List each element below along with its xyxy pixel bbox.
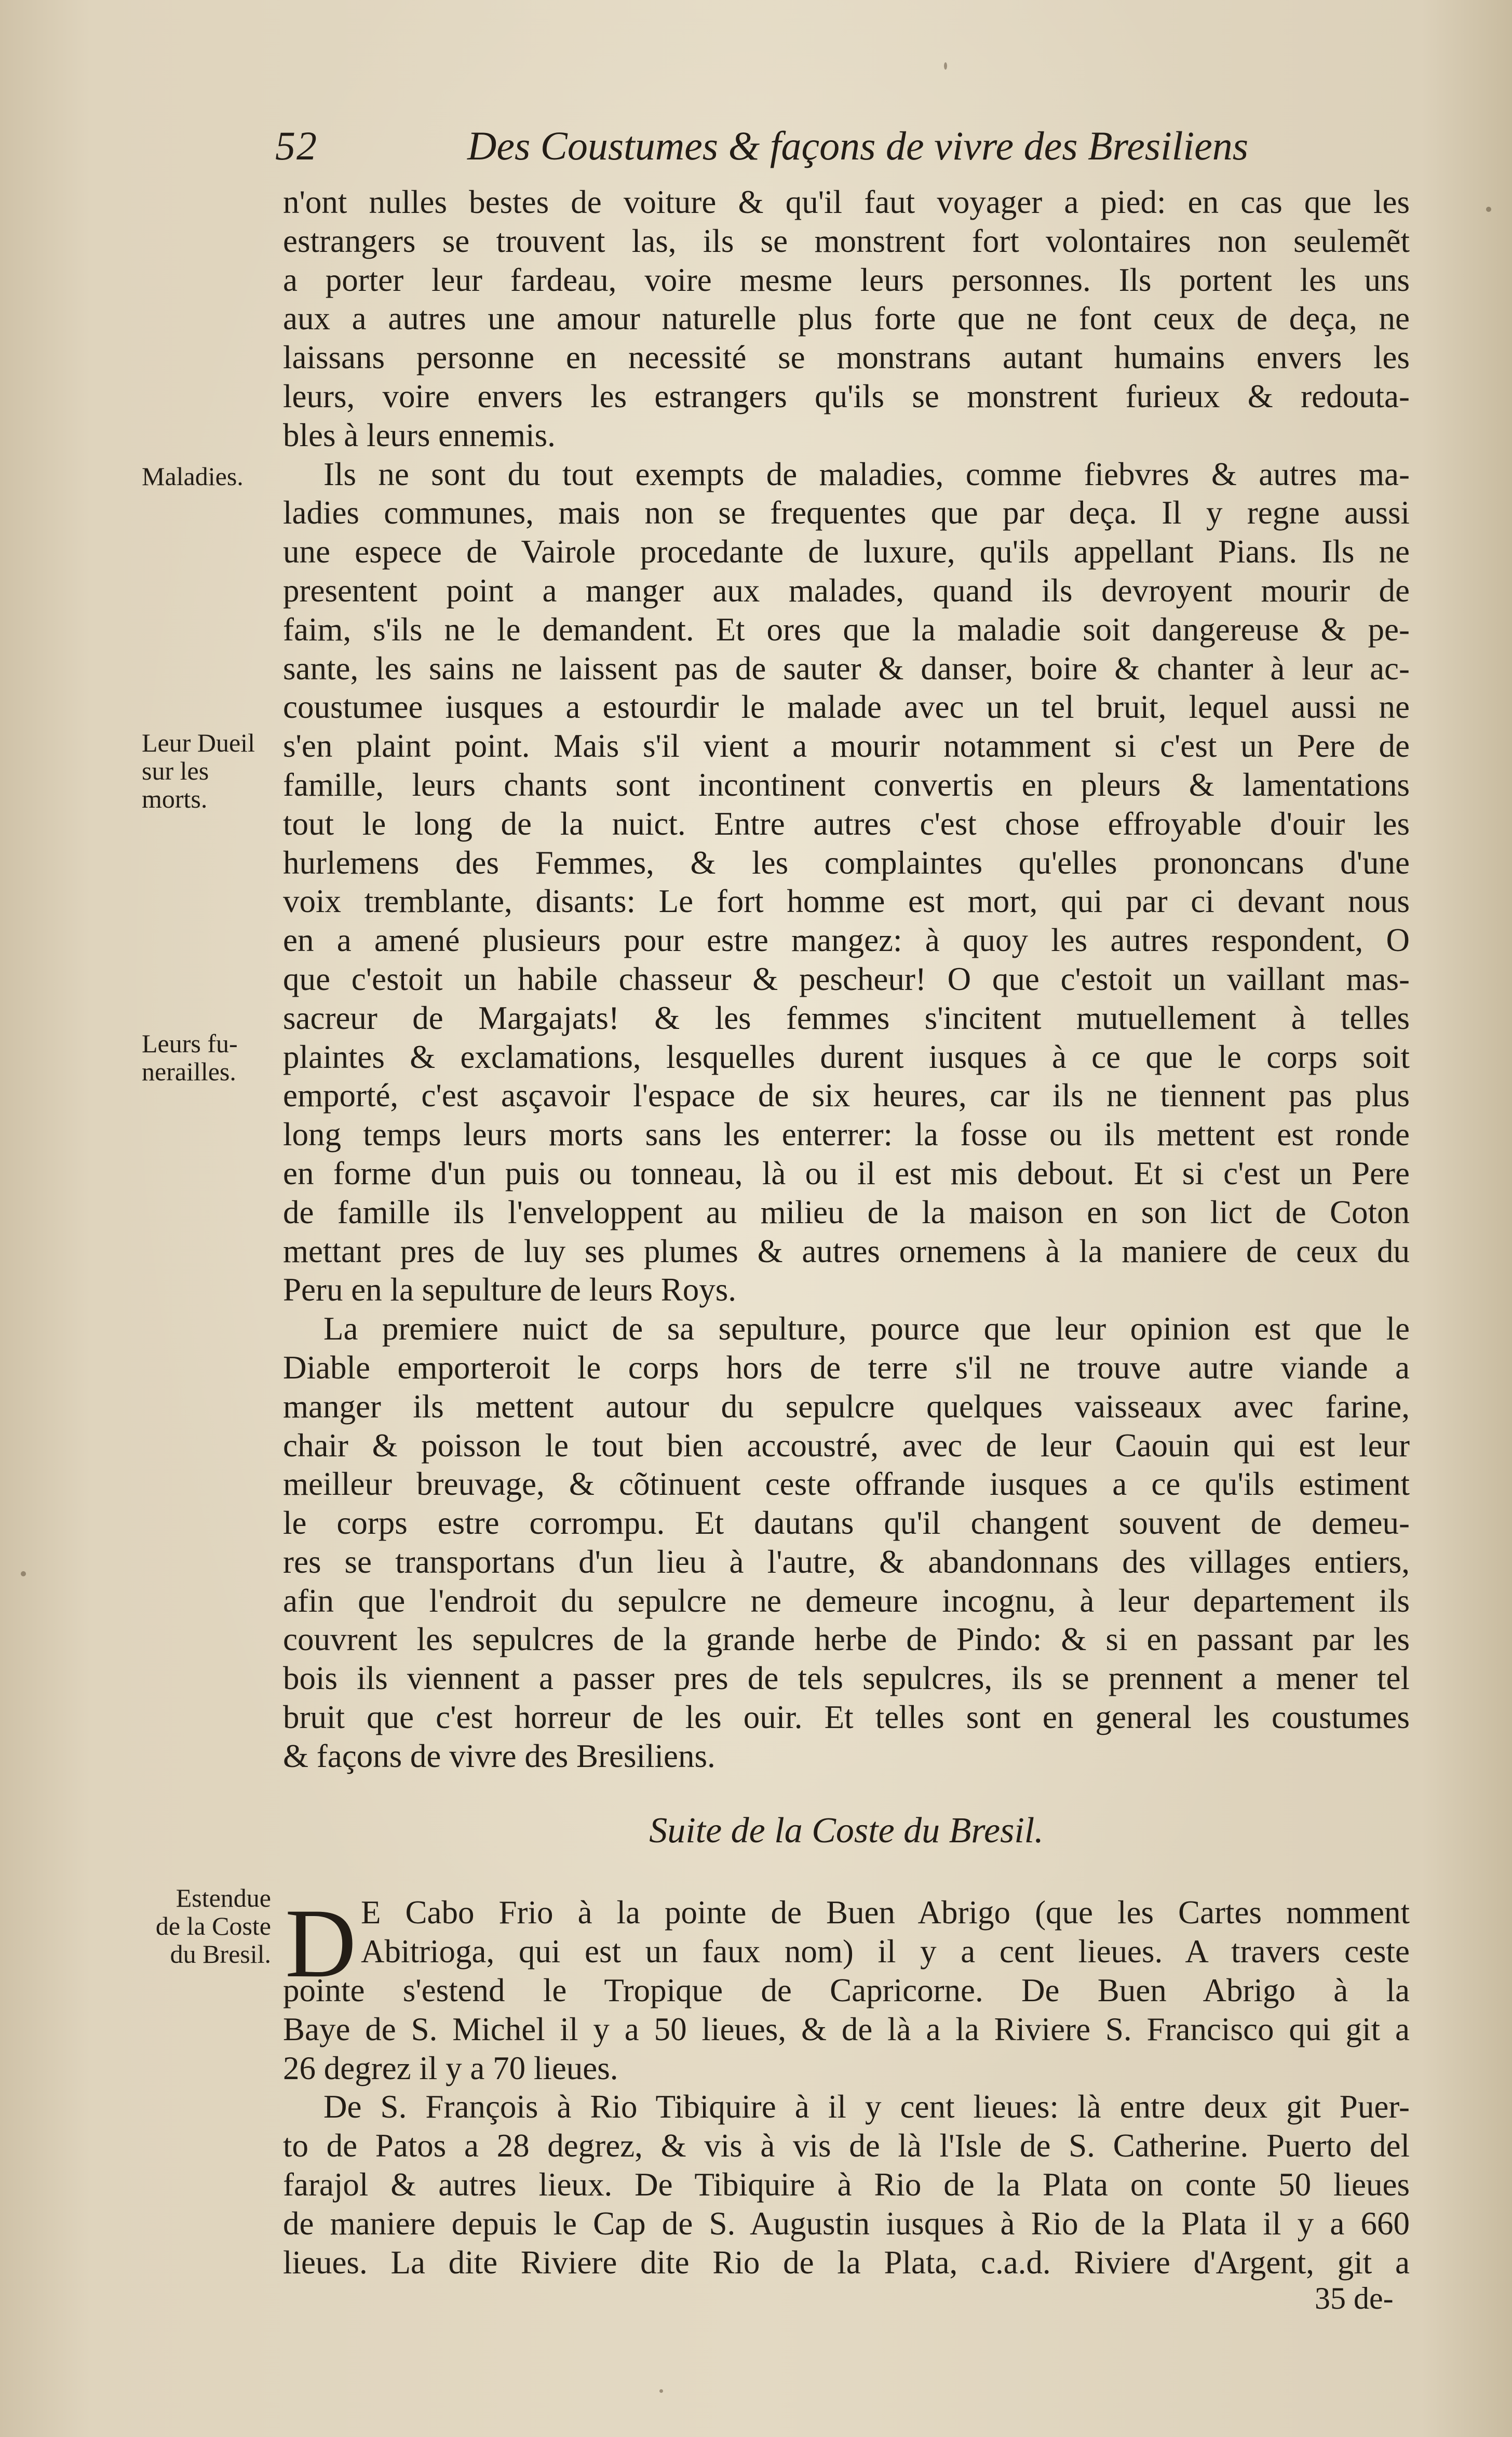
text-line: farajol & autres lieux. De Tibiquire à Rio de la Plata on conte 50 lieues: [283, 2166, 1410, 2203]
text-line: estrangers se trouvent las, ils se monstrent fort volontaires non seulemẽt: [283, 222, 1410, 259]
margin-note-line: du Bresil.: [170, 1939, 271, 1969]
text-line: Diable emporteroit le corps hors de terre s'il ne trouve autre viande a: [283, 1349, 1410, 1386]
margin-note-line: Leur Dueil: [142, 728, 255, 757]
text-line: Ils ne sont du tout exempts de maladies, comme fiebvres & autres ma-: [323, 456, 1410, 492]
section-title: Suite de la Coste du Bresil.: [649, 1811, 1044, 1851]
text-line: pointe s'estend le Tropique de Capricorne. De Buen Abrigo à la: [283, 1972, 1410, 2008]
text-line: tout le long de la nuict. Entre autres c'est chose effroyable d'ouir les: [283, 805, 1410, 842]
page-header: [275, 117, 1249, 180]
paper-speck: [1486, 207, 1491, 212]
text-line: couvrent les sepulcres de la grande herbe de Pindo: & si en passant par les: [283, 1621, 1410, 1658]
text-line: famille, leurs chants sont incontinent convertis en pleurs & lamentations: [283, 766, 1410, 803]
text-line: leurs, voire envers les estrangers qu'ils se monstrent furieux & redouta-: [283, 378, 1410, 414]
margin-note-funerailles: [142, 1029, 238, 1086]
text-line: mettant pres de luy ses plumes & autres ornemens à la maniere de ceux du: [283, 1233, 1410, 1269]
text-line: coustumee iusques a estourdir le malade avec un tel bruit, lequel aussi ne: [283, 689, 1410, 726]
text-line: Baye de S. Michel il y a 50 lieues, & de là a la Riviere S. Francisco qui git a: [283, 2011, 1410, 2047]
text-line: emporté, c'est asçavoir l'espace de six heures, car ils ne tiennent pas plus: [283, 1077, 1410, 1114]
text-line: en a amené plusieurs pour estre mangez: à quoy les autres respondent, O: [283, 922, 1410, 959]
text-line: en forme d'un puis ou tonneau, là ou il est mis debout. Et si c'est un Pere: [283, 1155, 1410, 1191]
text-line: E Cabo Frio à la pointe de Buen Abrigo (que les Cartes nomment: [361, 1894, 1410, 1931]
margin-note-estendue: [136, 1884, 271, 1968]
text-line: plaintes & exclamations, lesquelles durent iusques à ce que le corps soit: [283, 1038, 1410, 1075]
drop-cap: D: [285, 1889, 357, 1998]
text-line: presentent point a manger aux malades, quand ils devroyent mourir de: [283, 572, 1410, 609]
text-line: meilleur breuvage, & cõtinuent ceste offrande iusques a ce qu'ils estiment: [283, 1466, 1410, 1503]
margin-note-line: de la Coste: [155, 1911, 271, 1940]
text-line: & façons de vivre des Bresiliens.: [283, 1737, 716, 1774]
text-line: que c'estoit un habile chasseur & pescheur! O que c'estoit un vaillant mas-: [283, 960, 1410, 997]
text-line: a porter leur fardeau, voire mesme leurs personnes. Ils portent les uns: [283, 261, 1410, 298]
text-line: bles à leurs ennemis.: [283, 417, 556, 453]
text-line: aux a autres une amour naturelle plus forte que ne font ceux de deça, ne: [283, 300, 1410, 337]
catchword: 35 de-: [1315, 2281, 1394, 2315]
paper-speck: [659, 2389, 663, 2393]
margin-note-line: morts.: [142, 784, 208, 813]
section-body: [283, 1971, 1410, 2282]
text-line: Abitrioga, qui est un faux nom) il y a cent lieues. A travers ceste: [361, 1933, 1410, 1970]
dropcap-lines: [361, 1893, 1410, 1971]
page-number: 52: [275, 123, 318, 168]
text-line: res se transportans d'un lieu à l'autre, & abandonnans des villages entiers,: [283, 1543, 1410, 1580]
text-line: sante, les sains ne laissent pas de sauter & danser, boire & chanter à leur ac-: [283, 650, 1410, 687]
text-line: 26 degrez il y a 70 lieues.: [283, 2050, 618, 2086]
main-text-block: [283, 183, 1410, 1776]
text-line: chair & poisson le tout bien accoustré, avec de leur Caouin qui est leur: [283, 1427, 1410, 1464]
text-line: De S. François à Rio Tibiquire à il y cent lieues: là entre deux git Puer-: [323, 2088, 1410, 2125]
margin-note-maladies: [142, 462, 244, 490]
margin-note-line: Maladies.: [142, 462, 244, 491]
text-line: hurlemens des Femmes, & les complaintes qu'elles prononcans d'une: [283, 844, 1410, 881]
text-line: bruit que c'est horreur de les ouir. Et telles sont en general les coustumes: [283, 1699, 1410, 1736]
text-line: ladies communes, mais non se frequentes que par deça. Il y regne aussi: [283, 494, 1410, 531]
text-line: La premiere nuict de sa sepulture, pource que leur opinion est que le: [323, 1310, 1410, 1347]
text-line: laissans personne en necessité se monstrans autant humains envers les: [283, 339, 1410, 376]
paper-speck: [21, 1571, 26, 1576]
text-line: voix tremblante, disants: Le fort homme est mort, qui par ci devant nous: [283, 883, 1410, 920]
text-line: to de Patos a 28 degrez, & vis à vis de là l'Isle de S. Catherine. Puerto del: [283, 2127, 1410, 2164]
margin-note-line: Estendue: [176, 1883, 271, 1912]
text-line: une espece de Vairole procedante de luxure, qu'ils appellant Pians. Ils ne: [283, 533, 1410, 570]
text-line: manger ils mettent autour du sepulcre quelques vaisseaux avec farine,: [283, 1388, 1410, 1425]
margin-note-line: sur les: [142, 756, 209, 785]
margin-note-deuil: [142, 729, 255, 813]
margin-note-line: Leurs fu-: [142, 1029, 238, 1058]
margin-note-line: nerailles.: [142, 1057, 236, 1086]
text-line: long temps leurs morts sans les enterrer: la fosse ou ils mettent est ronde: [283, 1116, 1410, 1153]
text-line: de famille ils l'enveloppent au milieu de la maison en son lict de Coton: [283, 1194, 1410, 1230]
text-line: de maniere depuis le Cap de S. Augustin iusques à Rio de la Plata il y a 660: [283, 2205, 1410, 2242]
running-head: Des Coustumes & façons de vivre des Bresiliens: [467, 123, 1249, 168]
text-line: bois ils viennent a passer pres de tels sepulcres, ils se prennent a mener tel: [283, 1660, 1410, 1697]
text-line: sacreur de Margajats! & les femmes s'incitent mutuellement à telles: [283, 999, 1410, 1036]
text-line: n'ont nulles bestes de voiture & qu'il faut voyager a pied: en cas que les: [283, 184, 1410, 220]
paper-speck: [944, 62, 947, 70]
text-line: afin que l'endroit du sepulcre ne demeure incognu, à leur departement ils: [283, 1582, 1410, 1619]
text-line: le corps estre corrompu. Et dautans qu'il changent souvent de demeu-: [283, 1505, 1410, 1542]
text-line: lieues. La dite Riviere dite Rio de la Plata, c.a.d. Riviere d'Argent, git a: [283, 2244, 1410, 2281]
text-line: faim, s'ils ne le demandent. Et ores que la maladie soit dangereuse & pe-: [283, 611, 1410, 648]
text-line: Peru en la sepulture de leurs Roys.: [283, 1271, 737, 1308]
text-line: s'en plaint point. Mais s'il vient a mourir notamment si c'est un Pere de: [283, 728, 1410, 765]
